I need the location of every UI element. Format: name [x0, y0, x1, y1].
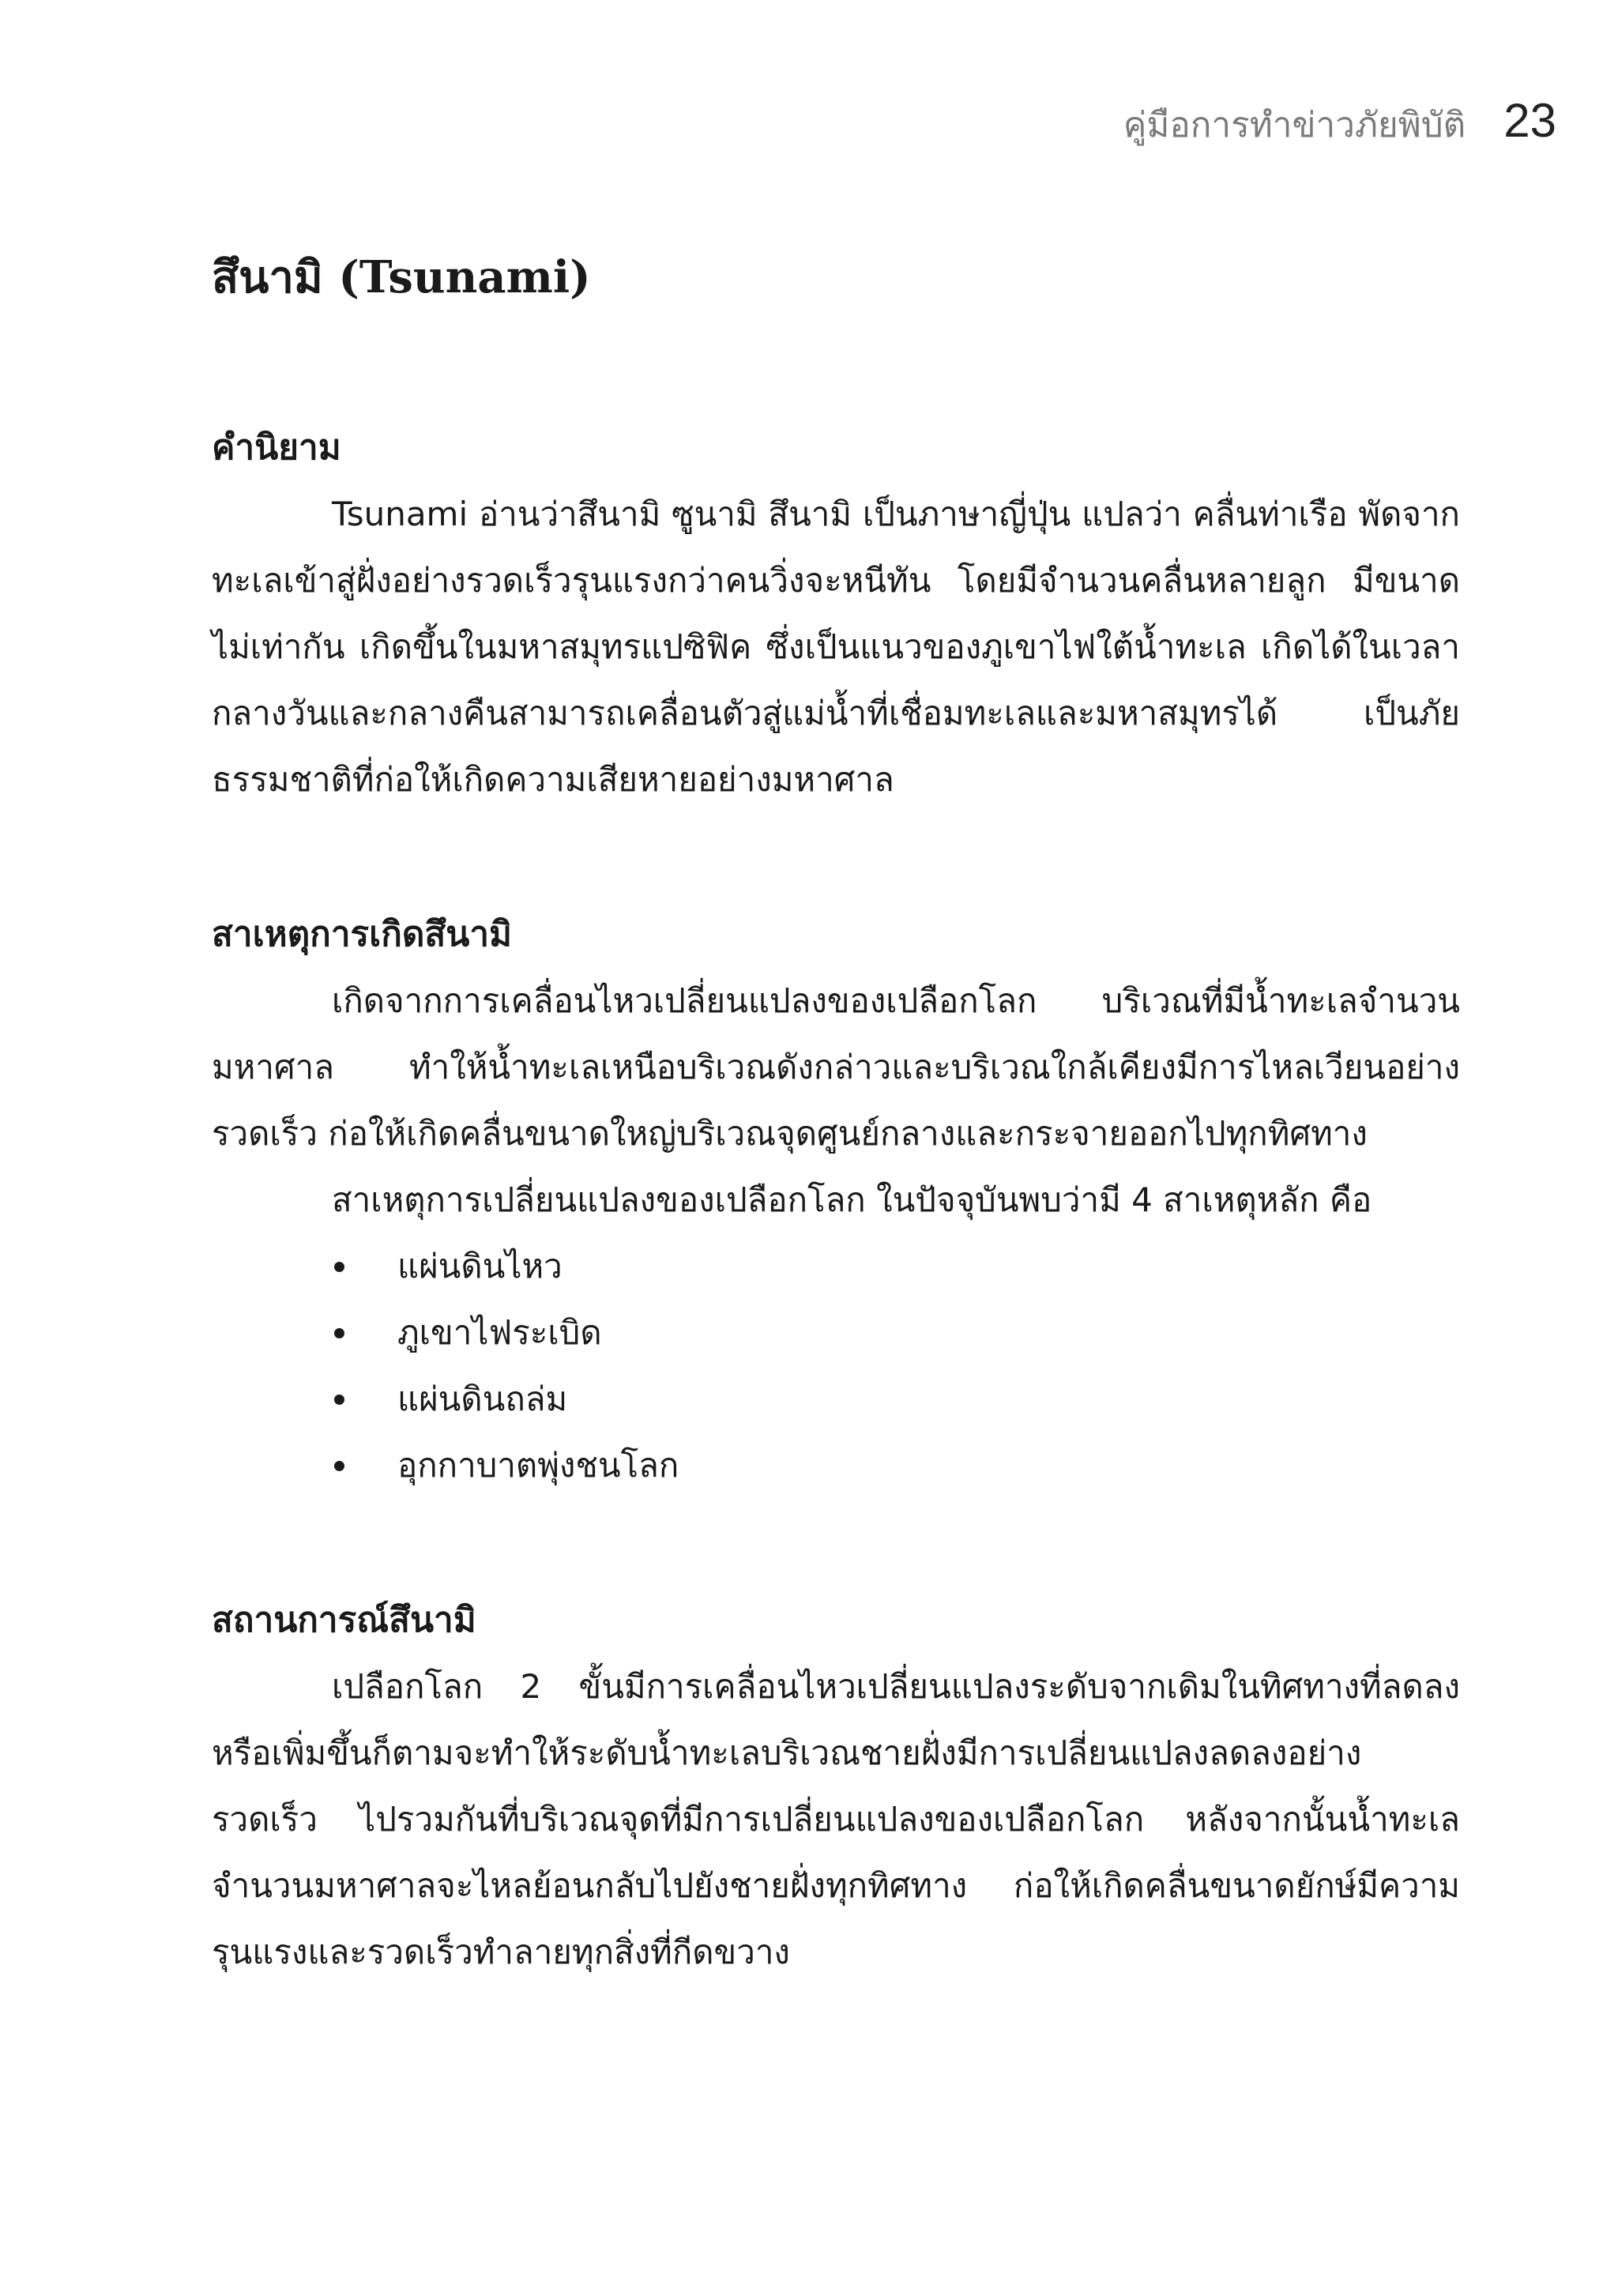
list-item-text: แผ่นดินถล่ม — [397, 1379, 568, 1419]
running-header — [1123, 93, 1556, 152]
paragraph: เปลือกโลก 2 ขั้นมีการเคลื่อนไหวเปลี่ยนแปลงระดับจากเดิมในทิศทางที่ลดลง หรือเพิ่มขึ้นก็ตามจะทำให้ระดับน้ำทะเลบริเวณชายฝั่งมีการเปลี่ยนแปลงลดลงอย่างรวดเร็ว ไปรวมกันที่บริเวณจุดที่มีการเปลี่ยนแปลงของเปลือกโลก หลังจากนั้นน้ำทะเลจำนวนมหาศาลจะไหลย้อนกลับไปยังชายฝั่งทุกทิศทาง ก่อให้เกิดคลื่นขนาดยักษ์มีความรุนแรงและรวดเร็วทำลายทุกสิ่งที่กีดขวาง — [212, 1667, 1460, 1972]
page-title: สึนามิ (Tsunami) — [212, 251, 591, 303]
section-heading: สาเหตุการเกิดสึนามิ — [212, 914, 513, 955]
section-heading: คำนิยาม — [212, 427, 341, 469]
section-definition — [212, 415, 1460, 813]
cause-list — [212, 1233, 1460, 1499]
bullet-icon — [334, 1262, 344, 1272]
running-header-title: คู่มือการทำข่าวภัยพิบัติ — [1123, 105, 1466, 145]
list-item-text: อุกกาบาตพุ่งชนโลก — [397, 1446, 679, 1485]
list-item — [212, 1366, 1460, 1432]
section-situation — [212, 1587, 1460, 1985]
list-item-text: แผ่นดินไหว — [397, 1247, 563, 1286]
list-item — [212, 1300, 1460, 1366]
list-item — [212, 1233, 1460, 1300]
page-content — [212, 251, 1460, 2074]
bullet-icon — [334, 1395, 344, 1405]
list-item — [212, 1432, 1460, 1499]
paragraph: Tsunami อ่านว่าสึนามิ ซูนามิ สึนามิ เป็นภาษาญี่ปุ่น แปลว่า คลื่นท่าเรือ พัดจากทะเลเข้าสู่ฝั่งอย่างรวดเร็วรุนแรงกว่าคนวิ่งจะหนีทัน โดยมีจำนวนคลื่นหลายลูก มีขนาดไม่เท่ากัน เกิดขึ้นในมหาสมุทรแปซิฟิค ซึ่งเป็นแนวของภูเขาไฟใต้น้ำทะเล เกิดได้ในเวลากลางวันและกลางคืนสามารถเคลื่อนตัวสู่แม่น้ำที่เชื่อมทะเลและมหาสมุทรได้ เป็นภัยธรรมชาติที่ก่อให้เกิดความเสียหายอย่างมหาศาล — [212, 495, 1460, 800]
page-number: 23 — [1503, 94, 1556, 147]
list-item-text: ภูเขาไฟระเบิด — [397, 1313, 602, 1353]
paragraph: เกิดจากการเคลื่อนไหวเปลี่ยนแปลงของเปลือกโลก บริเวณที่มีน้ำทะเลจำนวนมหาศาล ทำให้น้ำทะเลเหนือบริเวณดังกล่าวและบริเวณใกล้เคียงมีการไหลเวียนอย่างรวดเร็ว ก่อให้เกิดคลื่นขนาดใหญ่บริเวณจุดศูนย์กลางและกระจายออกไปทุกทิศทาง — [212, 981, 1460, 1154]
bullet-icon — [334, 1328, 344, 1338]
section-causes — [212, 901, 1460, 1499]
bullet-icon — [334, 1461, 344, 1471]
section-heading: สถานการณ์สึนามิ — [212, 1600, 476, 1641]
paragraph: สาเหตุการเปลี่ยนแปลงของเปลือกโลก ในปัจจุบันพบว่ามี 4 สาเหตุหลัก คือ — [332, 1180, 1372, 1220]
